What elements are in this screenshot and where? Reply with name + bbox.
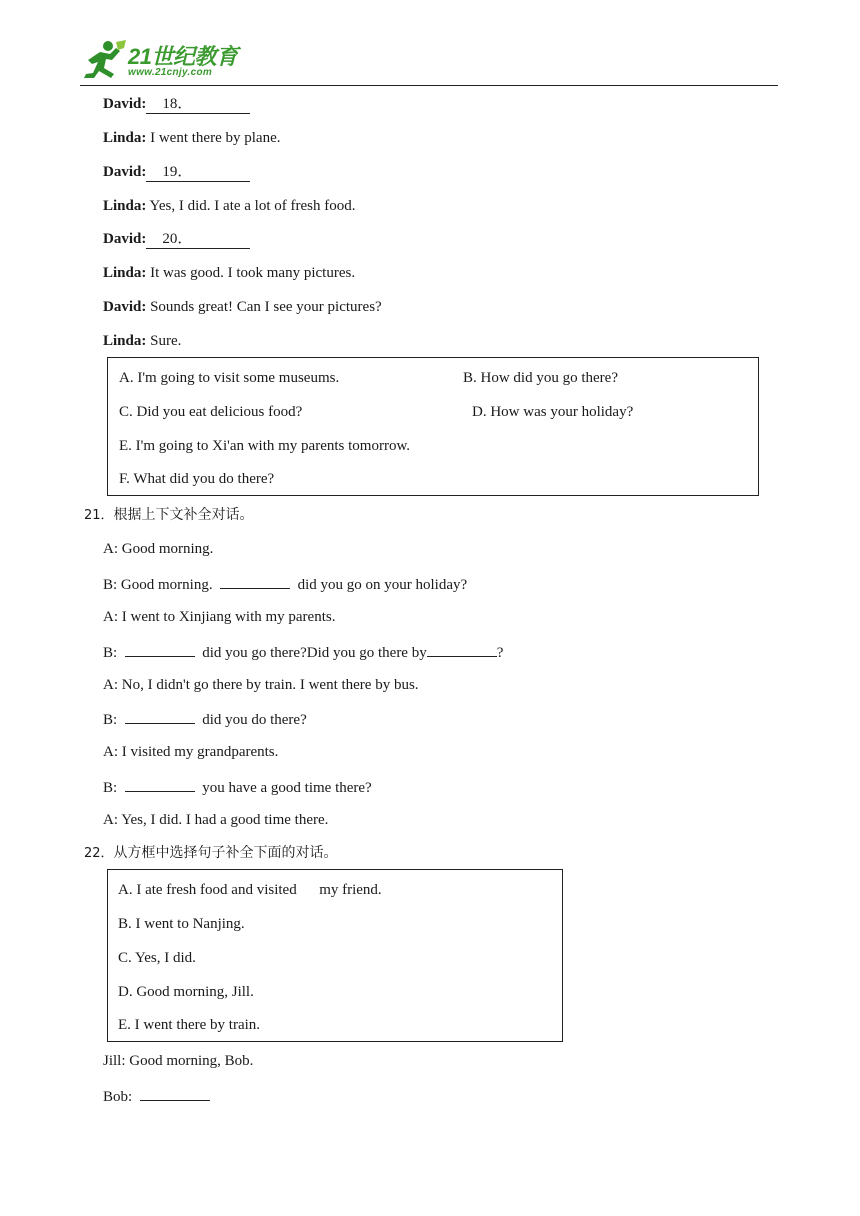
speaker: Linda: — [103, 130, 147, 146]
dialogue-line — [103, 298, 382, 316]
line-text: B: Good morning. — [103, 577, 221, 593]
site-logo — [80, 38, 250, 84]
line-text: Bob: — [103, 1089, 140, 1105]
line-text: Yes, I did. I ate a lot of fresh food. — [146, 198, 356, 214]
line-text: you have a good time there? — [194, 780, 372, 796]
speaker: David: — [103, 164, 147, 180]
dialogue-line — [103, 676, 419, 694]
option-d: D. Good morning, Jill. — [118, 984, 254, 1000]
speaker: David: — [103, 231, 147, 247]
line-text: I went there by plane. — [146, 130, 281, 146]
logo-url: www.21cnjy.com — [128, 67, 213, 78]
question-22-heading — [84, 844, 338, 863]
dialogue-line — [103, 540, 213, 558]
line-text: A: Good morning. — [103, 541, 214, 557]
line-text: Sure. — [146, 333, 182, 349]
answer-blank-19[interactable] — [146, 163, 250, 182]
option-a: A. I'm going to visit some museums. — [119, 370, 340, 386]
line-text: did you do there? — [194, 712, 307, 728]
answer-blank[interactable] — [125, 777, 195, 792]
dialogue-line — [103, 574, 467, 594]
answer-blank[interactable] — [125, 709, 195, 724]
line-text: B: — [103, 780, 125, 796]
dialogue-line — [103, 95, 250, 114]
dialogue-line — [103, 230, 250, 249]
blank-number: 18． — [162, 96, 193, 112]
options-box-2 — [107, 869, 563, 1042]
blank-number: 20． — [162, 231, 193, 247]
runner-logo-icon — [80, 38, 128, 82]
answer-blank[interactable] — [427, 642, 497, 657]
options-box-1 — [107, 357, 759, 496]
question-number: 21． — [84, 508, 114, 523]
option-b: B. I went to Nanjing. — [118, 916, 245, 932]
line-text: did you go there?Did you go there by — [194, 645, 427, 661]
header-divider — [80, 85, 778, 86]
answer-blank[interactable] — [140, 1086, 210, 1101]
dialogue-line — [103, 642, 503, 662]
question-instruction: 从方框中选择句子补全下面的对话。 — [113, 845, 338, 861]
dialogue-line — [103, 163, 250, 182]
line-text: ? — [496, 645, 504, 661]
dialogue-line — [103, 709, 307, 729]
dialogue-line — [103, 129, 280, 147]
speaker: Linda: — [103, 333, 147, 349]
dialogue-line — [103, 332, 181, 350]
option-f: F. What did you do there? — [119, 471, 275, 487]
answer-blank[interactable] — [125, 642, 195, 657]
answer-blank-18[interactable] — [146, 95, 250, 114]
dialogue-line — [103, 608, 335, 626]
dialogue-line — [103, 743, 278, 761]
option-c: C. Yes, I did. — [118, 950, 196, 966]
speaker: Linda: — [103, 265, 147, 281]
speaker: David: — [103, 96, 147, 112]
dialogue-line — [103, 197, 356, 215]
line-text: A: I went to Xinjiang with my parents. — [103, 609, 336, 625]
line-text: B: — [103, 645, 125, 661]
dialogue-line — [103, 811, 328, 829]
answer-blank-20[interactable] — [146, 230, 250, 249]
line-text: A: No, I didn't go there by train. I went there by bus. — [103, 677, 419, 693]
line-text: did you go on your holiday? — [290, 577, 468, 593]
option-b: B. How did you go there? — [463, 370, 618, 386]
logo-text: 21世纪教育 — [128, 44, 238, 69]
speaker: Linda: — [103, 198, 147, 214]
line-text: It was good. I took many pictures. — [146, 265, 356, 281]
dialogue-line — [103, 264, 355, 282]
line-text: A: Yes, I did. I had a good time there. — [103, 812, 329, 828]
option-d: D. How was your holiday? — [472, 404, 634, 420]
blank-number: 19． — [162, 164, 193, 180]
question-number: 22． — [84, 846, 114, 861]
speaker: David: — [103, 299, 147, 315]
dialogue-line — [103, 1052, 253, 1070]
dialogue-line — [103, 777, 372, 797]
option-a: A. I ate fresh food and visited my friend. — [118, 882, 382, 898]
line-text: Sounds great! Can I see your pictures? — [146, 299, 382, 315]
question-21-heading — [84, 506, 254, 525]
line-text: Jill: Good morning, Bob. — [103, 1053, 254, 1069]
option-e: E. I'm going to Xi'an with my parents tomorrow. — [119, 438, 411, 454]
answer-blank[interactable] — [220, 574, 290, 589]
question-instruction: 根据上下文补全对话。 — [113, 507, 254, 523]
line-text: B: — [103, 712, 125, 728]
option-e: E. I went there by train. — [118, 1017, 261, 1033]
option-c: C. Did you eat delicious food? — [119, 404, 303, 420]
line-text: A: I visited my grandparents. — [103, 744, 279, 760]
dialogue-line — [103, 1086, 210, 1106]
